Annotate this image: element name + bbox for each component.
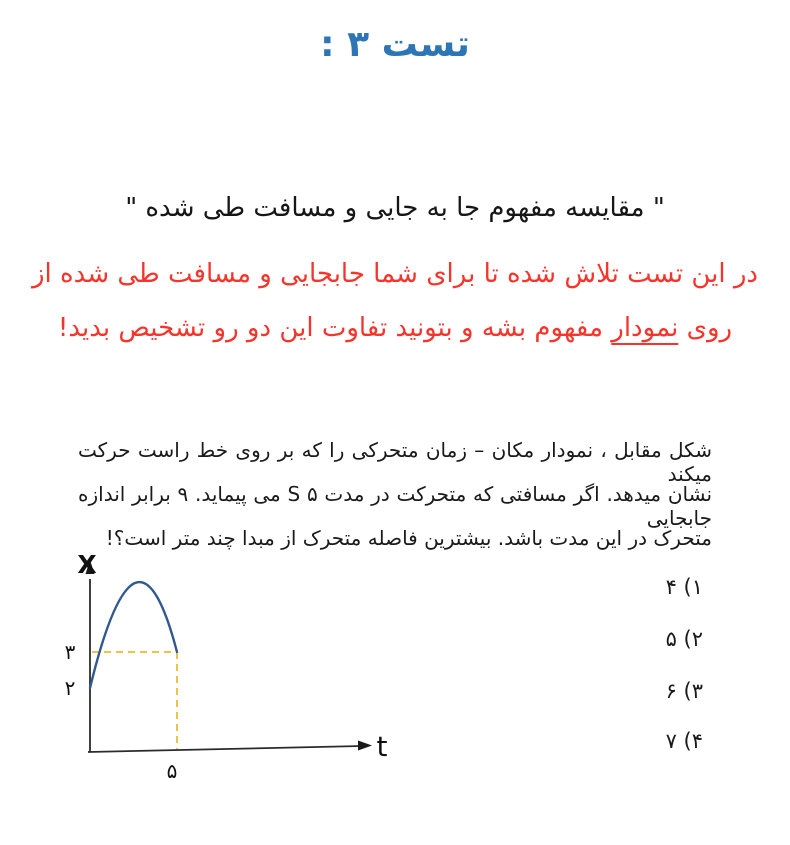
x-axis-label: t [376, 730, 388, 763]
answer-choice-3: ۳) ۶ [665, 679, 703, 703]
intro-text-line2 [0, 313, 790, 343]
page-title: تست ۳ : [320, 24, 470, 65]
y-axis-label: X [77, 550, 97, 579]
intro-line2-pre: روی [678, 313, 733, 343]
answer-choice-2: ۲) ۵ [665, 627, 703, 651]
position-curve [90, 582, 177, 688]
intro-line2-underlined-word: نمودار [611, 313, 679, 343]
question-text-line2: نشان میدهد. اگر مسافتی که متحرکت در مدت ۵ S می پیماید. ۹ برابر اندازه جابجایی [78, 482, 713, 530]
intro-line2-post: مفهوم بشه و بتونید تفاوت این دو رو تشخیص بدید! [57, 313, 612, 343]
x-axis-line [88, 746, 362, 752]
y-tick-label-2: ۲ [64, 676, 76, 700]
question-text-line3: متحرک در این مدت باشد. بیشترین فاصله متحرک از مبدا چند متر است؟! [105, 526, 712, 550]
x-tick-label-5: ۵ [166, 759, 178, 783]
x-axis-arrow-icon [358, 741, 372, 751]
y-tick-label-3: ۳ [64, 640, 76, 664]
question-text-line1: شکل مقابل ، نمودار مکان – زمان متحرکی را که بر روی خط راست حرکت میکند [78, 438, 712, 486]
answer-choice-1: ۱) ۴ [665, 575, 703, 599]
graph-canvas [50, 543, 400, 805]
intro-text-line1: در این تست تلاش شده تا برای شما جابجایی و مسافت طی شده از [32, 259, 758, 289]
answer-choice-4: ۴) ۷ [665, 729, 703, 753]
section-heading: " مقایسه مفهوم جا به جایی و مسافت طی شده " [125, 193, 665, 223]
position-time-graph [50, 543, 400, 805]
